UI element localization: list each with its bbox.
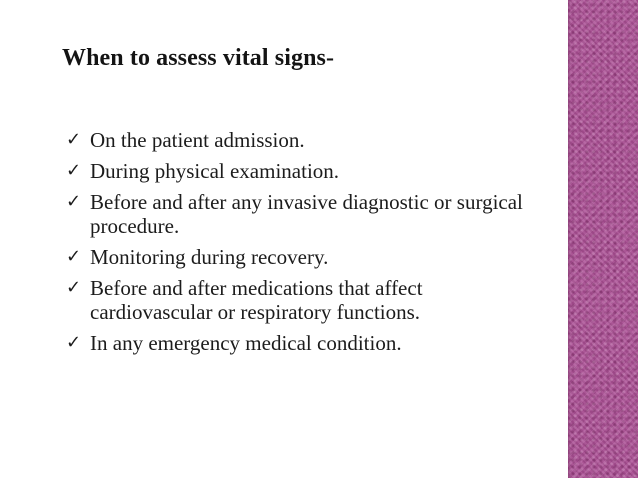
check-mark-icon: ✓ [66,129,82,150]
check-mark-icon: ✓ [66,160,82,181]
bullet-item [66,159,546,183]
bullet-text: Before and after medications that affect cardiovascular or respiratory functions. [90,276,423,324]
bullet-text: Before and after any invasive diagnostic or surgical procedure. [90,190,523,238]
bullet-item [66,128,546,152]
bullet-text: Monitoring during recovery. [90,245,329,269]
check-mark-icon: ✓ [66,332,82,353]
bullet-text: During physical examination. [90,159,340,183]
check-mark-icon: ✓ [66,277,82,298]
bullet-item [66,245,546,269]
bullet-text: On the patient admission. [90,128,305,152]
slide-title: When to assess vital signs- [62,45,335,71]
check-mark-icon: ✓ [66,246,82,267]
check-mark-icon: ✓ [66,191,82,212]
bullet-item [66,190,546,238]
decorative-side-band [568,0,638,478]
bullet-item [66,331,546,355]
bullet-list [66,128,546,362]
bullet-item [66,276,546,324]
bullet-text: In any emergency medical condition. [90,331,402,355]
